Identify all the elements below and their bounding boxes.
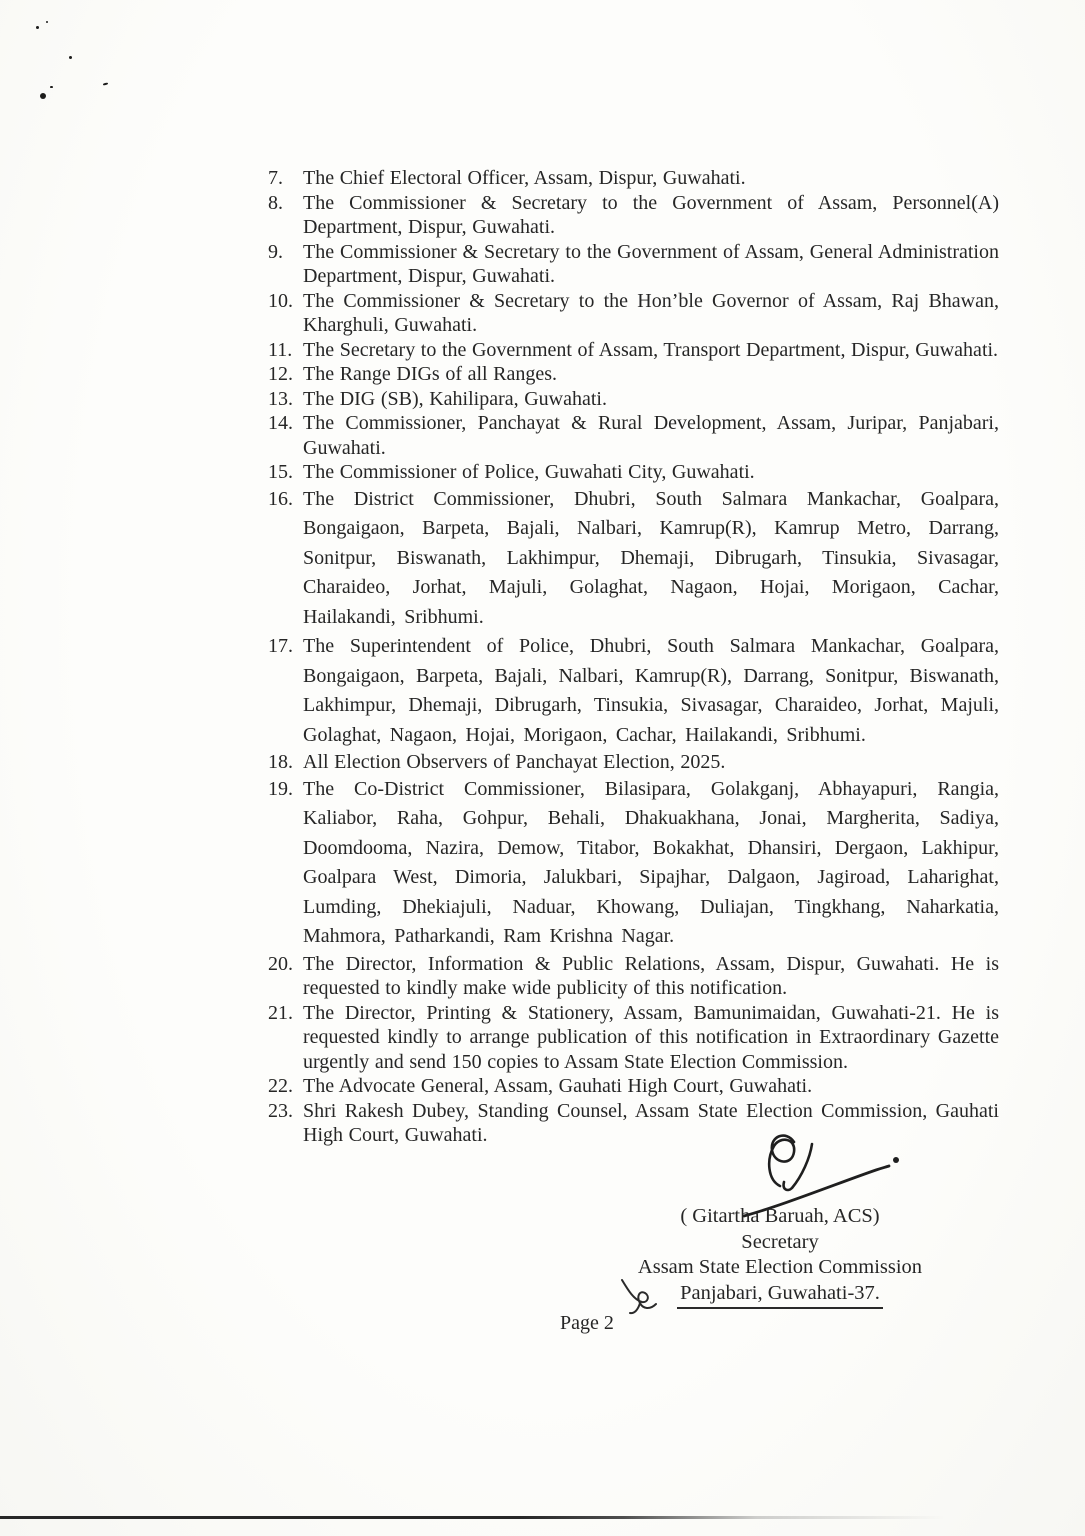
list-item-number: 21. [268,1001,293,1024]
ink-speck [40,93,46,99]
list-item-number: 12. [268,363,293,385]
list-item [268,240,999,289]
list-item-text: The District Commissioner, Dhubri, South Salmara Mankachar, Goalpara, Bongaigaon, Barpeta, Bajali, Nalbari, Kamrup(R), Kamrup Metro, Darrang, Sonitpur, Biswanath, Lakhimpur, Dhemaji, Dibrugarh, Tinsukia, Sivasagar, Charaideo, Jorhat, Majuli, Golaghat, Nagaon, Hojai, Morigaon, Cachar, Hailakandi, Sribhumi. [303,487,999,628]
list-item-number: 11. [268,338,293,361]
list-item [268,1001,999,1075]
signatory-address: Panjabari, Guwahati-37. [677,1281,883,1310]
list-item [268,338,999,363]
list-item-number: 16. [268,487,293,510]
list-item-text: The Commissioner & Secretary to the Hon’ble Governor of Assam, Raj Bhawan, Kharghuli, Guwahati. [303,289,999,336]
ink-speck [69,56,72,59]
list-item-text: The Commissioner & Secretary to the Government of Assam, General Administration Department, Dispur, Guwahati. [303,240,999,287]
list-item-number: 17. [268,635,293,657]
list-item-number: 23. [268,1099,293,1122]
list-item-number: 10. [268,289,293,312]
list-item-text: The Commissioner of Police, Guwahati City, Guwahati. [303,461,755,483]
list-item-number: 14. [268,412,293,434]
distribution-list [268,166,999,1148]
list-item-text: The Superintendent of Police, Dhubri, South Salmara Mankachar, Goalpara, Bongaigaon, Barpeta, Bajali, Nalbari, Kamrup(R), Darrang, Sonitpur, Biswanath, Lakhimpur, Dhemaji, Dibrugarh, Tinsukia, Sivasagar, Charaideo, Jorhat, Majuli, Golaghat, Nagaon, Hojai, Morigaon, Cachar, Hailakandi, Sribhumi. [303,635,999,746]
list-item-number: 9. [268,240,283,263]
list-item-number: 7. [268,167,283,189]
list-item [268,460,999,485]
list-item [268,362,999,387]
page-number: Page 2 [560,1312,614,1334]
list-item-number: 8. [268,191,283,214]
list-item [268,387,999,412]
list-item-text: The DIG (SB), Kahilipara, Guwahati. [303,387,607,410]
scan-edge-line [0,1516,945,1519]
signatory-title: Secretary [741,1230,819,1253]
list-item [268,411,999,460]
list-item [268,632,999,750]
list-item [268,750,999,775]
list-item-text: The Director, Printing & Stationery, Assam, Bamunimaidan, Guwahati-21. He is requested kindly to arrange publication of this notification in Extraordinary Gazette urgently and send 150 copies to Assam State Election Commission. [303,1001,999,1073]
ink-tick-mark [616,1276,666,1318]
list-item-text: The Chief Electoral Officer, Assam, Dispur, Guwahati. [303,167,746,189]
list-item-text: The Commissioner, Panchayat & Rural Development, Assam, Juripar, Panjabari, Guwahati. [303,412,999,459]
ink-speck [36,26,39,29]
list-item-text: The Co-District Commissioner, Bilasipara, Golakganj, Abhayapuri, Rangia, Kaliabor, Raha, Gohpur, Behali, Dhakuakhana, Jonai, Margherita, Sadiya, Doomdooma, Nazira, Demow, Titabor, Bokakhat, Dhansiri, Dergaon, Lakhipur, Goalpara West, Dimoria, Jalukbari, Sipajhar, Dalgaon, Jagiroad, Laharighat, Lumding, Dhekiajuli, Naduar, Khowang, Duliajan, Tingkhang, Naharkatia, Mahmora, Patharkandi, Ram Krishna Nagar. [303,777,999,947]
list-item-text: All Election Observers of Panchayat Election, 2025. [303,751,726,773]
list-item-number: 18. [268,751,293,773]
list-item-number: 22. [268,1075,293,1097]
list-item-text: The Director, Information & Public Relations, Assam, Dispur, Guwahati. He is requested to kindly make wide publicity of this notification. [303,952,999,999]
list-item-number: 13. [268,387,293,410]
list-item-number: 19. [268,777,293,800]
ink-speck [50,86,53,88]
list-item-text: The Range DIGs of all Ranges. [303,363,558,385]
list-item-text: The Advocate General, Assam, Gauhati High Court, Guwahati. [303,1075,813,1097]
list-item [268,952,999,1001]
list-item-text: The Commissioner & Secretary to the Government of Assam, Personnel(A) Department, Dispur, Guwahati. [303,191,999,238]
list-item-number: 20. [268,952,293,975]
list-item-text: The Secretary to the Government of Assam, Transport Department, Dispur, Guwahati. [303,338,999,361]
list-item [268,485,999,633]
list-item [268,191,999,240]
list-item [268,775,999,952]
list-item-text: Shri Rakesh Dubey, Standing Counsel, Assam State Election Commission, Gauhati High Court, Guwahati. [303,1099,999,1146]
list-item [268,166,999,191]
list-item [268,1074,999,1099]
list-item-number: 15. [268,461,293,483]
list-item [268,289,999,338]
ink-speck [103,82,108,85]
signatory-name: ( Gitartha Baruah, ACS) [680,1205,880,1227]
signatory-organization: Assam State Election Commission [637,1256,923,1278]
ink-speck [46,21,48,23]
